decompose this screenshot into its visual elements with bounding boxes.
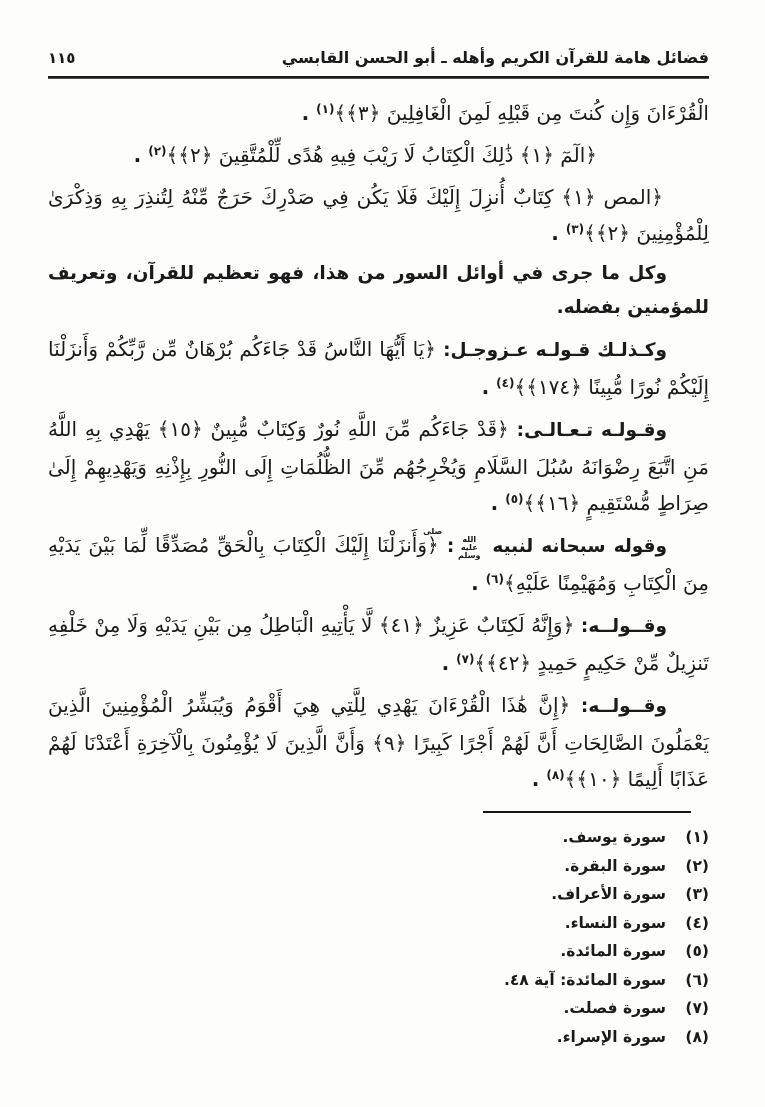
footnote-text: سورة الأعراف.	[551, 885, 666, 903]
footnote-text: سورة المائدة: آية ٤٨.	[503, 970, 666, 989]
header-rule	[48, 76, 709, 79]
footnote-item	[48, 994, 709, 1023]
footnote-number: (٨)	[685, 1027, 709, 1046]
quote-intro: وقوله سبحانه لنبيه	[484, 536, 668, 557]
footnote-text: سورة البقرة.	[564, 856, 666, 875]
footnote-text: سورة الإسراء.	[556, 1027, 666, 1046]
period: .	[531, 767, 547, 791]
quote-paragraph-2	[48, 137, 709, 173]
footnotes-separator	[483, 811, 691, 813]
quran-quote: ﴿وَأَنزَلْنَا إِلَيْكَ الْكِتَابَ بِالْحَقِّ مُصَدِّقًا لِّمَا بَيْنَ يَدَيْهِ مِنَ الْكِتَابِ وَمُهَيْمِنًا عَلَيْهِ﴾	[48, 533, 709, 595]
footnote-number: (٥)	[685, 942, 709, 960]
footnote-ref-1: (١)	[316, 102, 335, 116]
prophet-salutation-mark: صلى الله عليه وسلم	[423, 527, 481, 560]
colon: :	[438, 536, 455, 557]
footnote-ref-5: (٥)	[505, 492, 524, 506]
quote-intro: وقــولــه:	[574, 616, 667, 637]
quote-paragraph-4	[48, 331, 709, 405]
quote-paragraph-7	[48, 607, 709, 681]
footnote-item	[48, 937, 709, 966]
quote-intro: وكـذلـك قـولـه عـزوجـل:	[436, 340, 667, 361]
quran-quote: الْقُرْءَانَ وَإِن كُنتَ مِن قَبْلِهِ لَمِنَ الْغَافِلِينَ ﴿٣﴾﴾	[334, 101, 709, 125]
footnote-text: سورة يوسف.	[562, 828, 666, 846]
quote-paragraph-8	[48, 687, 709, 797]
footnote-ref-3: (٣)	[565, 222, 585, 236]
footnote-item	[48, 966, 709, 995]
footnote-number: (٧)	[685, 999, 709, 1017]
quote-intro: وقـولـه تـعـالـى:	[508, 420, 668, 441]
period: .	[133, 143, 149, 167]
period: .	[481, 375, 497, 399]
period: .	[441, 651, 457, 675]
quote-paragraph-6	[48, 527, 709, 601]
quote-paragraph-3	[48, 179, 709, 251]
footnote-item	[48, 909, 709, 938]
period: .	[301, 101, 317, 125]
footnotes-section	[48, 811, 709, 1051]
footnote-ref-8: (٨)	[546, 768, 565, 782]
footnote-text: سورة النساء.	[564, 913, 666, 932]
footnote-number: (٢)	[685, 856, 709, 875]
quran-quote: ﴿يَا أَيُّهَا النَّاسُ قَدْ جَاءَكُم بُرْهَانٌ مِّن رَّبِّكُمْ وَأَنزَلْنَا إِلَيْكُمْ نُورًا مُّبِينًا ﴿١٧٤﴾﴾	[48, 337, 709, 399]
page-header	[48, 48, 709, 67]
footnote-ref-4: (٤)	[496, 376, 515, 390]
quran-quote: ﴿إِنَّ هَٰذَا الْقُرْءَانَ يَهْدِي لِلَّتِي هِيَ أَقْوَمُ وَيُبَشِّرُ الْمُؤْمِنِينَ الَّذِينَ يَعْمَلُونَ الصَّالِحَاتِ أَنَّ لَهُمْ أَجْرًا كَبِيرًا ﴿٩﴾ وَأَنَّ الَّذِينَ لَا يُؤْمِنُونَ بِالْآخِرَةِ أَعْتَدْنَا لَهُمْ عَذَابًا أَلِيمًا ﴿١٠﴾﴾	[48, 693, 710, 791]
header-title: فضائل هامة للقرآن الكريم وأهله ـ أبو الحسن القابسي	[281, 48, 709, 67]
footnote-number: (٦)	[685, 970, 709, 989]
quran-quote: ﴿الٓمٓ ﴿١﴾ ذَٰلِكَ الْكِتَابُ لَا رَيْبَ فِيهِ هُدًى لِّلْمُتَّقِينَ ﴿٢﴾﴾	[166, 143, 597, 167]
footnote-number: (٤)	[685, 913, 709, 932]
footnote-number: (١)	[685, 828, 709, 846]
footnote-item	[48, 880, 709, 909]
footnote-item	[48, 852, 709, 881]
prose-paragraph: وكل ما جرى في أوائل السور من هذا، فهو تعظيم للقرآن، وتعريف للمؤمنين بفضله.	[48, 263, 709, 318]
quote-paragraph-5	[48, 411, 709, 521]
period: .	[551, 221, 566, 245]
footnote-item	[48, 823, 709, 852]
footnote-text: سورة المائدة.	[560, 942, 666, 960]
quran-quote: ﴿وَإِنَّهُ لَكِتَابٌ عَزِيزٌ ﴿٤١﴾ لَّا يَأْتِيهِ الْبَاطِلُ مِن بَيْنِ يَدَيْهِ وَلَا مِنْ خَلْفِهِ تَنزِيلٌ مِّنْ حَكِيمٍ حَمِيدٍ ﴿٤٢﴾﴾	[48, 613, 709, 675]
footnote-ref-2: (٢)	[148, 144, 167, 158]
quote-paragraph-1	[48, 95, 709, 131]
footnote-item	[48, 1023, 709, 1052]
page-body	[48, 95, 709, 797]
period: .	[471, 571, 486, 595]
footnote-ref-6: (٦)	[485, 572, 504, 586]
period: .	[490, 491, 506, 515]
quran-quote: ﴿قَدْ جَاءَكُم مِّنَ اللَّهِ نُورٌ وَكِتَابٌ مُّبِينٌ ﴿١٥﴾ يَهْدِي بِهِ اللَّهُ مَنِ اتَّبَعَ رِضْوَانَهُ سُبُلَ السَّلَامِ وَيُخْرِجُهُم مِّنَ الظُّلُمَاتِ إِلَى النُّورِ بِإِذْنِهِ وَيَهْدِيهِمْ إِلَىٰ صِرَاطٍ مُّسْتَقِيمٍ ﴿١٦﴾﴾	[48, 417, 709, 515]
footnote-number: (٣)	[685, 885, 709, 903]
quote-intro: وقــولــه:	[570, 696, 667, 717]
footnote-text: سورة فصلت.	[563, 999, 666, 1017]
quran-quote: ﴿المص ﴿١﴾ كِتَابٌ أُنزِلَ إِلَيْكَ فَلَا يَكُن فِي صَدْرِكَ حَرَجٌ مِّنْهُ لِتُنذِرَ بِهِ وَذِكْرَىٰ لِلْمُؤْمِنِينَ ﴿٢﴾﴾	[48, 185, 709, 245]
page-number: ١١٥	[48, 49, 76, 67]
footnote-ref-7: (٧)	[456, 652, 475, 666]
